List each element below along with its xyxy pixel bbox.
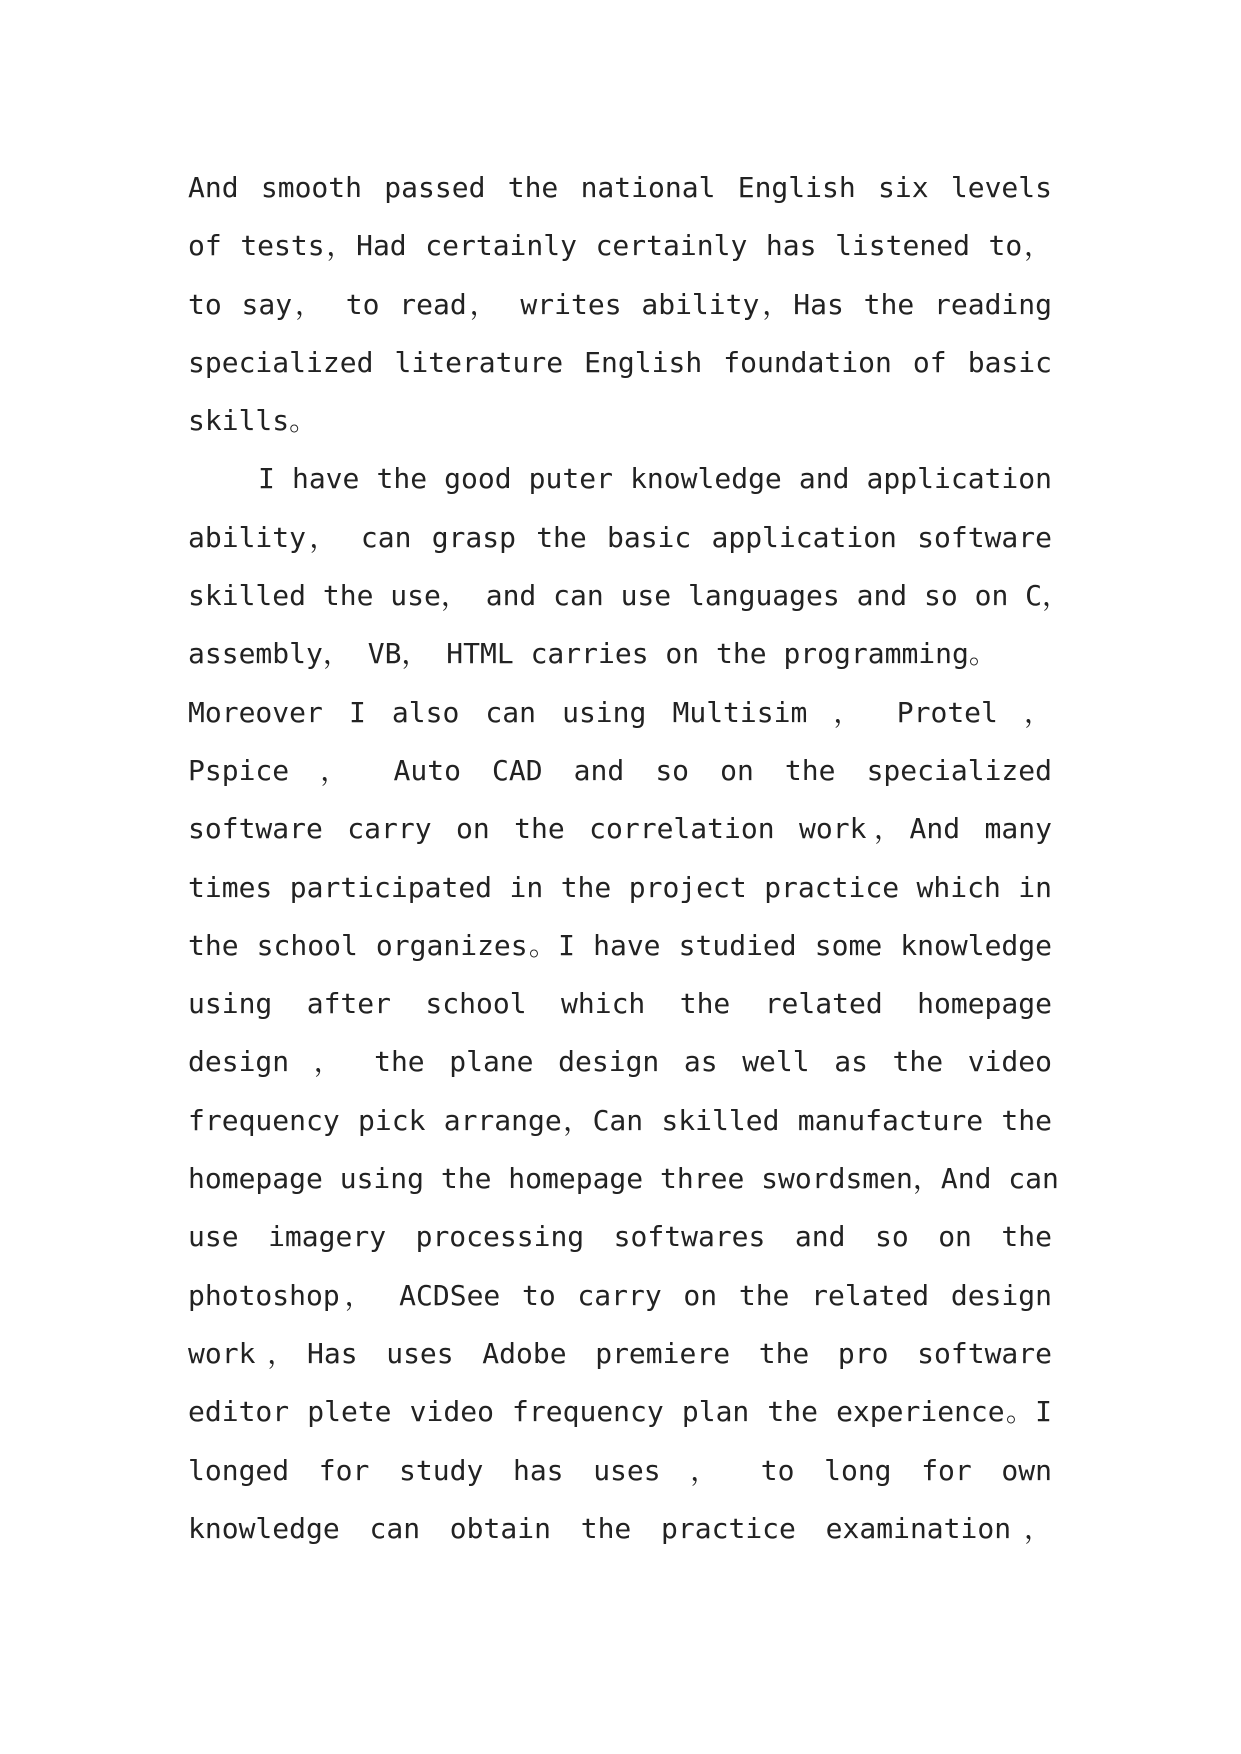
text-line: homepage using the homepage three swordsmen，And can	[188, 1162, 1059, 1196]
text-line: software carry on the correlation work，And many	[188, 812, 1052, 846]
text-line: knowledge can obtain the practice examination，	[188, 1511, 1052, 1545]
text-line: skills。	[188, 404, 318, 438]
text-line: work，Has uses Adobe premiere the pro software	[188, 1336, 1052, 1370]
text-line: photoshop， ACDSee to carry on the related design	[188, 1278, 1052, 1312]
text-line: times participated in the project practice which in	[188, 870, 1052, 904]
text-line: design ， the plane design as well as the video	[188, 1045, 1052, 1079]
text-line: specialized literature English foundation of basic	[188, 345, 1052, 379]
text-line: editor plete video frequency plan the experience。I	[188, 1395, 1052, 1429]
text-line: using after school which the related homepage	[188, 987, 1052, 1021]
text-line: use imagery processing softwares and so on the	[188, 1220, 1052, 1254]
text-line: of tests，Had certainly certainly has listened to，	[188, 229, 1052, 263]
text-line: skilled the use， and can use languages and so on C，	[188, 579, 1071, 613]
text-line: Pspice ， Auto CAD and so on the specialized	[188, 753, 1052, 787]
text-line: frequency pick arrange，Can skilled manufacture the	[188, 1103, 1052, 1137]
text-line: Moreover I also can using Multisim ， Protel ，	[188, 695, 1052, 729]
text-line: the school organizes。I have studied some knowledge	[188, 928, 1052, 962]
text-line: longed for study has uses ， to long for own	[188, 1453, 1052, 1487]
text-line: ability， can grasp the basic application software	[188, 520, 1052, 554]
text-line: to say， to read， writes ability，Has the reading	[188, 287, 1052, 321]
text-line: I have the good puter knowledge and application	[258, 462, 1052, 496]
body-text	[188, 159, 1071, 1558]
text-line: And smooth passed the national English six levels	[188, 171, 1052, 204]
text-line: assembly， VB， HTML carries on the programming。	[188, 637, 997, 671]
